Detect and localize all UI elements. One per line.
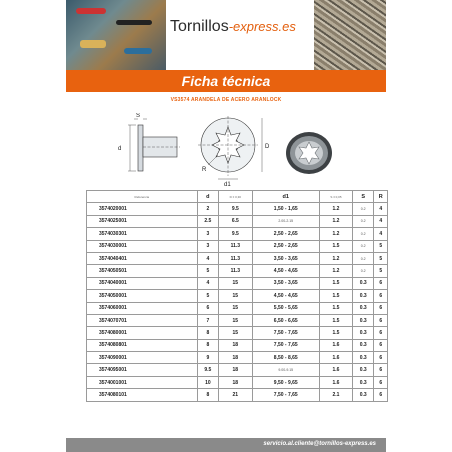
label-d: d bbox=[118, 146, 122, 152]
table-cell: 6 bbox=[374, 352, 388, 364]
table-cell: 15 bbox=[219, 302, 252, 314]
column-header: D ± 0,30 bbox=[219, 191, 252, 203]
table-cell: 4 bbox=[374, 228, 388, 240]
brand-main: Tornillos bbox=[170, 18, 229, 35]
table-cell: 18 bbox=[219, 352, 252, 364]
table-cell: 10 bbox=[197, 376, 219, 388]
table-cell: 6 bbox=[374, 389, 388, 401]
table-cell: 6 bbox=[374, 277, 388, 289]
table-cell: 3 bbox=[197, 240, 219, 252]
table-cell: 11.3 bbox=[219, 240, 252, 252]
table-cell: 3574030001 bbox=[87, 240, 198, 252]
table-cell: 3574020001 bbox=[87, 203, 198, 215]
table-cell: 5 bbox=[374, 240, 388, 252]
table-cell: 6 bbox=[374, 339, 388, 351]
table-cell: 15 bbox=[219, 290, 252, 302]
table-row bbox=[87, 314, 388, 326]
table-cell: 3574080001 bbox=[87, 327, 198, 339]
table-cell: 1.5 bbox=[319, 314, 352, 326]
table-cell: 2 bbox=[197, 203, 219, 215]
table-cell: 1.5 bbox=[319, 327, 352, 339]
table-cell: 0.3 bbox=[352, 327, 374, 339]
table-cell: 5 bbox=[197, 290, 219, 302]
table-cell: 3574001001 bbox=[87, 376, 198, 388]
table-row bbox=[87, 389, 388, 401]
table-cell: 1.2 bbox=[319, 228, 352, 240]
table-cell: 2,50 - 2,65 bbox=[252, 240, 319, 252]
table-cell: 9.00-9.15 bbox=[252, 364, 319, 376]
table-cell: 18 bbox=[219, 339, 252, 351]
table-cell: 1.5 bbox=[319, 277, 352, 289]
table-row bbox=[87, 240, 388, 252]
table-row bbox=[87, 203, 388, 215]
table-row bbox=[87, 364, 388, 376]
product-subtitle: VS3574 ARANDELA DE ACERO ARANLOCK bbox=[170, 97, 282, 103]
table-cell: 4,50 - 4,65 bbox=[252, 290, 319, 302]
table-cell: 0.2 bbox=[352, 252, 374, 264]
table-cell: 3574060001 bbox=[87, 302, 198, 314]
table-cell: 15 bbox=[219, 314, 252, 326]
table-cell: 9,50 - 9,65 bbox=[252, 376, 319, 388]
table-cell: 15 bbox=[219, 277, 252, 289]
table-cell: 18 bbox=[219, 364, 252, 376]
table-row bbox=[87, 215, 388, 227]
table-cell: 3574070701 bbox=[87, 314, 198, 326]
table-cell: 1.2 bbox=[319, 215, 352, 227]
table-cell: 5 bbox=[374, 252, 388, 264]
tools-photo bbox=[66, 0, 166, 70]
table-cell: 4,50 - 4,65 bbox=[252, 265, 319, 277]
table-row bbox=[87, 265, 388, 277]
label-s: S bbox=[136, 113, 141, 119]
table-cell: 0.2 bbox=[352, 240, 374, 252]
table-cell: 7 bbox=[197, 314, 219, 326]
table-row bbox=[87, 352, 388, 364]
table-cell: 4 bbox=[374, 215, 388, 227]
table-row bbox=[87, 376, 388, 388]
table-cell: 4 bbox=[197, 277, 219, 289]
table-cell: 9.5 bbox=[197, 364, 219, 376]
table-cell: 1,50 - 1,65 bbox=[252, 203, 319, 215]
table-cell: 2.1 bbox=[319, 389, 352, 401]
column-header: d1 bbox=[252, 191, 319, 203]
table-cell: 3574095001 bbox=[87, 364, 198, 376]
header-banner bbox=[66, 0, 386, 70]
table-cell: 6 bbox=[374, 364, 388, 376]
table-cell: 1.6 bbox=[319, 376, 352, 388]
table-cell: 3574030301 bbox=[87, 228, 198, 240]
table-cell: 1.5 bbox=[319, 302, 352, 314]
table-cell: 3574050501 bbox=[87, 265, 198, 277]
table-cell: 0.3 bbox=[352, 290, 374, 302]
table-row bbox=[87, 327, 388, 339]
table-cell: 1.5 bbox=[319, 290, 352, 302]
table-cell: 3574090001 bbox=[87, 352, 198, 364]
table-cell: 21 bbox=[219, 389, 252, 401]
table-cell: 6,50 - 6,65 bbox=[252, 314, 319, 326]
table-cell: 9.5 bbox=[219, 228, 252, 240]
table-cell: 7,50 - 7,65 bbox=[252, 389, 319, 401]
label-D: D bbox=[265, 144, 270, 150]
table-cell: 1.6 bbox=[319, 364, 352, 376]
table-cell: 3,50 - 3,65 bbox=[252, 277, 319, 289]
table-header-row bbox=[87, 191, 388, 203]
column-header: S bbox=[352, 191, 374, 203]
table-cell: 4 bbox=[197, 252, 219, 264]
table-cell: 3574040401 bbox=[87, 252, 198, 264]
table-cell: 4 bbox=[374, 203, 388, 215]
column-header: Referencia bbox=[87, 191, 198, 203]
label-d1: d1 bbox=[224, 182, 231, 188]
table-cell: 1.6 bbox=[319, 339, 352, 351]
table-cell: 3574080101 bbox=[87, 389, 198, 401]
table-body bbox=[87, 203, 388, 401]
brand-logo bbox=[170, 18, 314, 48]
table-cell: 0.2 bbox=[352, 215, 374, 227]
banner-title: Ficha técnica bbox=[181, 73, 271, 89]
table-cell: 1.2 bbox=[319, 265, 352, 277]
table-cell: 11.3 bbox=[219, 265, 252, 277]
table-row bbox=[87, 228, 388, 240]
table-cell: 1.2 bbox=[319, 203, 352, 215]
table-cell: 6 bbox=[197, 302, 219, 314]
table-cell: 6 bbox=[374, 314, 388, 326]
table-cell: 0.3 bbox=[352, 302, 374, 314]
table-cell: 0.2 bbox=[352, 203, 374, 215]
table-cell: 6 bbox=[374, 376, 388, 388]
column-header: R bbox=[374, 191, 388, 203]
table-cell: 6 bbox=[374, 302, 388, 314]
table-cell: 8,50 - 8,65 bbox=[252, 352, 319, 364]
table-cell: 2,50 - 2,65 bbox=[252, 228, 319, 240]
table-cell: 7,50 - 7,65 bbox=[252, 327, 319, 339]
table-cell: 9.5 bbox=[219, 203, 252, 215]
column-header: d bbox=[197, 191, 219, 203]
table-cell: 3 bbox=[197, 228, 219, 240]
table-row bbox=[87, 290, 388, 302]
table-cell: 11.3 bbox=[219, 252, 252, 264]
spec-table bbox=[86, 190, 388, 402]
table-cell: 0.2 bbox=[352, 265, 374, 277]
table-row bbox=[87, 339, 388, 351]
table-cell: 6 bbox=[374, 290, 388, 302]
label-R: R bbox=[202, 167, 207, 173]
table-cell: 6 bbox=[374, 327, 388, 339]
table-row bbox=[87, 252, 388, 264]
table-cell: 3574080801 bbox=[87, 339, 198, 351]
table-cell: 1.5 bbox=[319, 240, 352, 252]
washer-photo bbox=[278, 128, 340, 178]
table-cell: 7,50 - 7,65 bbox=[252, 339, 319, 351]
table-cell: 0.3 bbox=[352, 389, 374, 401]
table-cell: 6.5 bbox=[219, 215, 252, 227]
spec-sheet-page bbox=[66, 0, 386, 452]
table-cell: 8 bbox=[197, 327, 219, 339]
table-cell: 0.2 bbox=[352, 228, 374, 240]
table-cell: 3574050001 bbox=[87, 290, 198, 302]
table-cell: 5 bbox=[197, 265, 219, 277]
table-cell: 18 bbox=[219, 376, 252, 388]
table-cell: 5 bbox=[374, 265, 388, 277]
table-cell: 0.3 bbox=[352, 376, 374, 388]
table-cell: 2.5 bbox=[197, 215, 219, 227]
table-cell: 15 bbox=[219, 327, 252, 339]
column-header: S ± 0,05 bbox=[319, 191, 352, 203]
table-row bbox=[87, 277, 388, 289]
table-cell: 2.00-2.15 bbox=[252, 215, 319, 227]
table-cell: 3574040001 bbox=[87, 277, 198, 289]
table-cell: 0.3 bbox=[352, 314, 374, 326]
table-cell: 1.2 bbox=[319, 252, 352, 264]
table-cell: 3,50 - 3,65 bbox=[252, 252, 319, 264]
table-cell: 3574025001 bbox=[87, 215, 198, 227]
table-cell: 9 bbox=[197, 352, 219, 364]
table-cell: 1.6 bbox=[319, 352, 352, 364]
table-cell: 0.3 bbox=[352, 364, 374, 376]
footer-contact: servicio.al.cliente@tornillos-express.es bbox=[263, 441, 376, 447]
table-cell: 0.3 bbox=[352, 339, 374, 351]
table-cell: 0.3 bbox=[352, 352, 374, 364]
table-row bbox=[87, 302, 388, 314]
table-cell: 5,50 - 5,65 bbox=[252, 302, 319, 314]
table-cell: 0.3 bbox=[352, 277, 374, 289]
screws-photo bbox=[314, 0, 386, 70]
brand-accent: -express.es bbox=[228, 19, 296, 34]
table-cell: 8 bbox=[197, 339, 219, 351]
table-cell: 8 bbox=[197, 389, 219, 401]
technical-drawing bbox=[116, 113, 276, 188]
